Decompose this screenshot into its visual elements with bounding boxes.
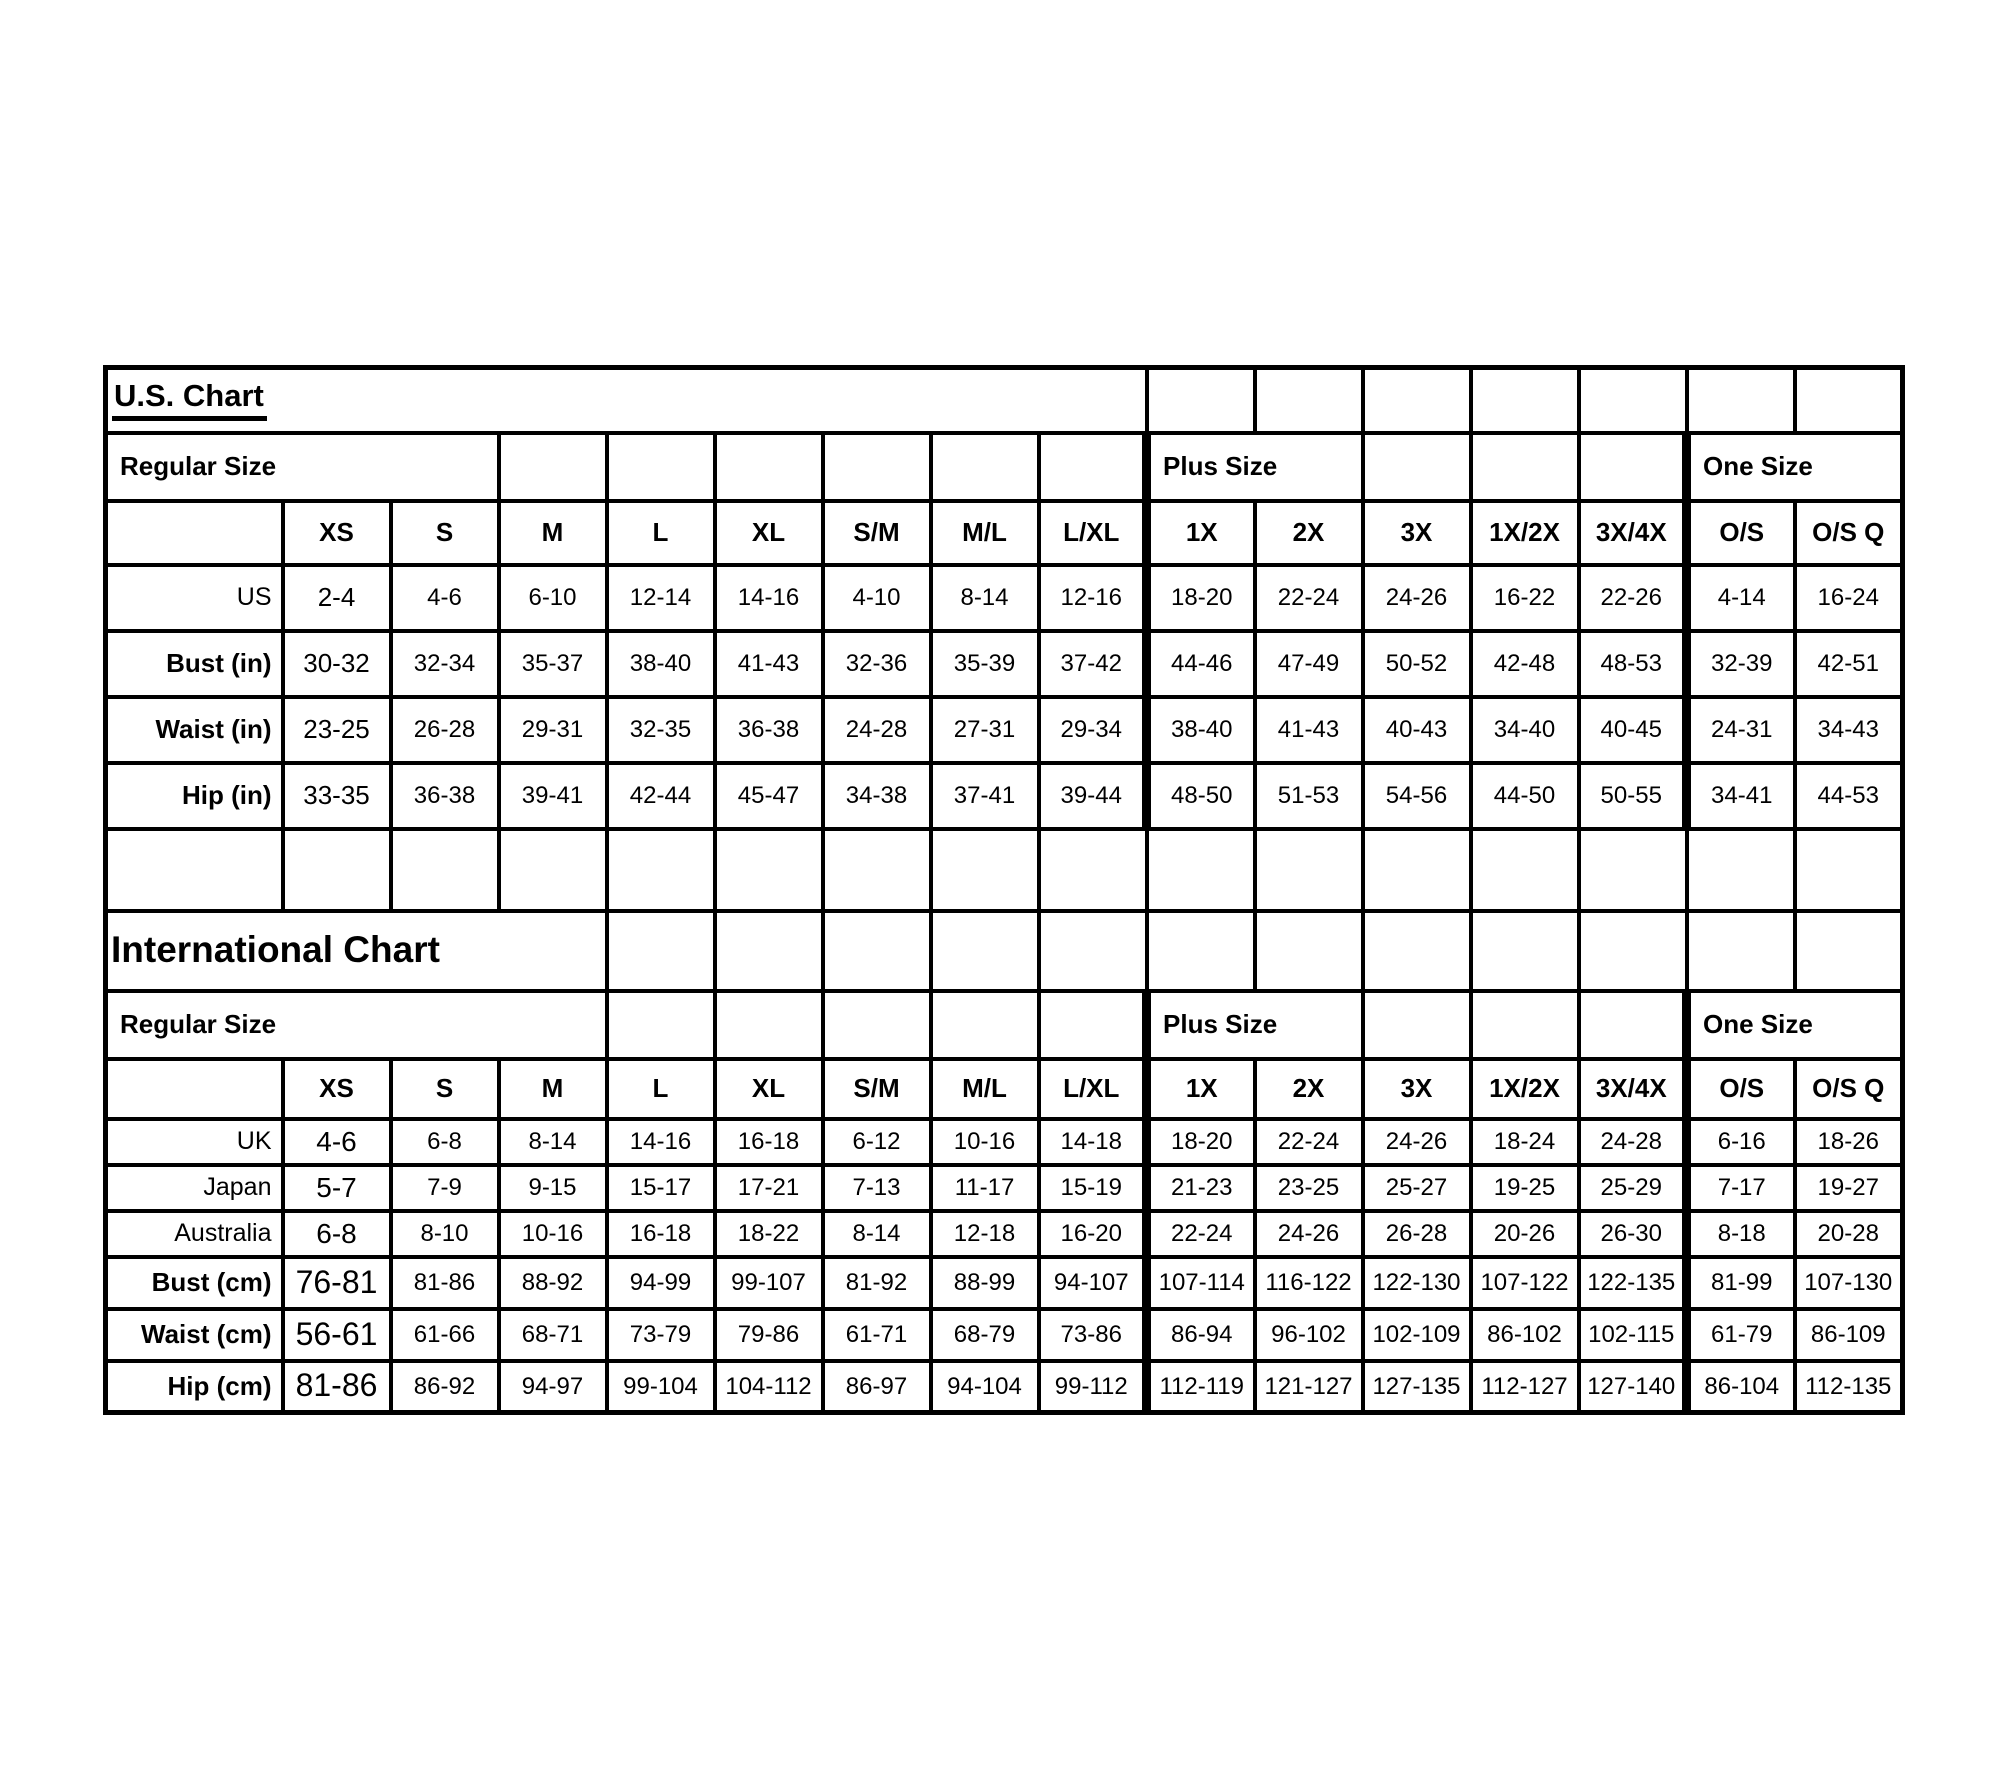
value-bust-in-l-xl: 37-42 xyxy=(1039,631,1147,697)
value-australia-l-xl: 16-20 xyxy=(1039,1211,1147,1257)
empty-cell xyxy=(1039,911,1147,991)
value-bust-cm-s: 81-86 xyxy=(391,1257,499,1309)
value-hip-in-m: 39-41 xyxy=(499,763,607,829)
col-header-o-s-q: O/S Q xyxy=(1795,1059,1903,1119)
us-chart-title-cell xyxy=(106,368,1147,433)
value-japan-xl: 17-21 xyxy=(715,1165,823,1211)
empty-cell xyxy=(499,433,607,501)
empty-cell xyxy=(1471,433,1579,501)
empty-cell xyxy=(1579,911,1687,991)
empty-cell xyxy=(823,433,931,501)
value-japan-2x: 23-25 xyxy=(1255,1165,1363,1211)
value-waist-in-o-s: 24-31 xyxy=(1687,697,1795,763)
col-header-3x: 3X xyxy=(1363,1059,1471,1119)
value-waist-in-1x: 38-40 xyxy=(1147,697,1255,763)
value-uk-1x: 18-20 xyxy=(1147,1119,1255,1165)
col-header-xl: XL xyxy=(715,501,823,565)
value-waist-cm-3x: 102-109 xyxy=(1363,1309,1471,1361)
value-bust-cm-o-s-q: 107-130 xyxy=(1795,1257,1903,1309)
value-japan-1x: 21-23 xyxy=(1147,1165,1255,1211)
empty-cell xyxy=(1795,911,1903,991)
value-hip-in-xs: 33-35 xyxy=(283,763,391,829)
value-uk-xs: 4-6 xyxy=(283,1119,391,1165)
empty-cell xyxy=(1363,433,1471,501)
us-one-size-label: One Size xyxy=(1687,433,1903,501)
value-us-xs: 2-4 xyxy=(283,565,391,631)
value-japan-l-xl: 15-19 xyxy=(1039,1165,1147,1211)
international-chart-row-hip-cm xyxy=(106,1361,1903,1413)
international-regular-size-label: Regular Size xyxy=(106,991,607,1059)
value-bust-cm-o-s: 81-99 xyxy=(1687,1257,1795,1309)
empty-cell xyxy=(715,829,823,911)
col-header-m-l: M/L xyxy=(931,1059,1039,1119)
value-bust-in-xs: 30-32 xyxy=(283,631,391,697)
international-size-group-row xyxy=(106,991,1903,1059)
value-waist-cm-2x: 96-102 xyxy=(1255,1309,1363,1361)
col-header-xs: XS xyxy=(283,501,391,565)
international-title-row xyxy=(106,911,1903,991)
value-japan-xs: 5-7 xyxy=(283,1165,391,1211)
row-label-bust-in: Bust (in) xyxy=(106,631,283,697)
col-header-xs: XS xyxy=(283,1059,391,1119)
value-japan-3x: 25-27 xyxy=(1363,1165,1471,1211)
col-header-3x: 3X xyxy=(1363,501,1471,565)
value-hip-in-l-xl: 39-44 xyxy=(1039,763,1147,829)
value-hip-in-2x: 51-53 xyxy=(1255,763,1363,829)
international-plus-size-label: Plus Size xyxy=(1147,991,1363,1059)
international-chart-header-row xyxy=(106,1059,1903,1119)
value-hip-cm-xs: 81-86 xyxy=(283,1361,391,1413)
value-us-s: 4-6 xyxy=(391,565,499,631)
value-us-1x-2x: 16-22 xyxy=(1471,565,1579,631)
col-header-l: L xyxy=(607,501,715,565)
value-bust-cm-m-l: 88-99 xyxy=(931,1257,1039,1309)
empty-cell xyxy=(1795,368,1903,433)
value-uk-3x-4x: 24-28 xyxy=(1579,1119,1687,1165)
empty-cell xyxy=(715,991,823,1059)
value-bust-cm-xl: 99-107 xyxy=(715,1257,823,1309)
empty-cell xyxy=(106,829,283,911)
row-label-uk: UK xyxy=(106,1119,283,1165)
value-hip-in-l: 42-44 xyxy=(607,763,715,829)
value-waist-in-o-s-q: 34-43 xyxy=(1795,697,1903,763)
value-uk-m: 8-14 xyxy=(499,1119,607,1165)
col-header-s-m: S/M xyxy=(823,501,931,565)
empty-cell xyxy=(1363,911,1471,991)
col-header-s: S xyxy=(391,501,499,565)
value-us-l-xl: 12-16 xyxy=(1039,565,1147,631)
value-hip-cm-3x-4x: 127-140 xyxy=(1579,1361,1687,1413)
empty-cell xyxy=(1255,911,1363,991)
value-australia-3x-4x: 26-30 xyxy=(1579,1211,1687,1257)
value-waist-in-2x: 41-43 xyxy=(1255,697,1363,763)
col-header-2x: 2X xyxy=(1255,501,1363,565)
value-hip-cm-o-s-q: 112-135 xyxy=(1795,1361,1903,1413)
value-japan-o-s-q: 19-27 xyxy=(1795,1165,1903,1211)
value-hip-in-1x-2x: 44-50 xyxy=(1471,763,1579,829)
value-australia-o-s-q: 20-28 xyxy=(1795,1211,1903,1257)
col-header-1x-2x: 1X/2X xyxy=(1471,1059,1579,1119)
value-bust-cm-m: 88-92 xyxy=(499,1257,607,1309)
col-header-m-l: M/L xyxy=(931,501,1039,565)
empty-cell xyxy=(1039,433,1147,501)
col-header-m: M xyxy=(499,1059,607,1119)
value-bust-in-xl: 41-43 xyxy=(715,631,823,697)
us-chart-row-hip-in xyxy=(106,763,1903,829)
us-size-group-row xyxy=(106,433,1903,501)
value-waist-cm-3x-4x: 102-115 xyxy=(1579,1309,1687,1361)
value-waist-cm-s: 61-66 xyxy=(391,1309,499,1361)
value-bust-in-o-s: 32-39 xyxy=(1687,631,1795,697)
value-bust-cm-3x-4x: 122-135 xyxy=(1579,1257,1687,1309)
value-waist-in-m: 29-31 xyxy=(499,697,607,763)
value-waist-cm-l: 73-79 xyxy=(607,1309,715,1361)
value-hip-in-m-l: 37-41 xyxy=(931,763,1039,829)
value-waist-cm-1x: 86-94 xyxy=(1147,1309,1255,1361)
value-waist-in-s: 26-28 xyxy=(391,697,499,763)
value-waist-cm-l-xl: 73-86 xyxy=(1039,1309,1147,1361)
empty-cell xyxy=(607,433,715,501)
value-bust-in-1x: 44-46 xyxy=(1147,631,1255,697)
empty-cell xyxy=(823,829,931,911)
value-waist-cm-o-s: 61-79 xyxy=(1687,1309,1795,1361)
value-hip-in-s: 36-38 xyxy=(391,763,499,829)
value-australia-1x: 22-24 xyxy=(1147,1211,1255,1257)
value-hip-cm-3x: 127-135 xyxy=(1363,1361,1471,1413)
empty-cell xyxy=(1363,368,1471,433)
empty-cell xyxy=(1471,911,1579,991)
value-australia-s-m: 8-14 xyxy=(823,1211,931,1257)
col-header-xl: XL xyxy=(715,1059,823,1119)
value-australia-m-l: 12-18 xyxy=(931,1211,1039,1257)
empty-cell xyxy=(391,829,499,911)
empty-cell xyxy=(715,911,823,991)
empty-cell xyxy=(823,991,931,1059)
value-bust-cm-s-m: 81-92 xyxy=(823,1257,931,1309)
col-header-1x: 1X xyxy=(1147,501,1255,565)
us-plus-size-label: Plus Size xyxy=(1147,433,1363,501)
international-chart-body xyxy=(106,1059,1903,1413)
value-bust-cm-3x: 122-130 xyxy=(1363,1257,1471,1309)
value-japan-1x-2x: 19-25 xyxy=(1471,1165,1579,1211)
value-hip-in-3x: 54-56 xyxy=(1363,763,1471,829)
value-hip-cm-m-l: 94-104 xyxy=(931,1361,1039,1413)
value-hip-in-xl: 45-47 xyxy=(715,763,823,829)
value-australia-3x: 26-28 xyxy=(1363,1211,1471,1257)
value-uk-1x-2x: 18-24 xyxy=(1471,1119,1579,1165)
empty-cell xyxy=(1687,368,1795,433)
value-uk-s: 6-8 xyxy=(391,1119,499,1165)
value-uk-o-s-q: 18-26 xyxy=(1795,1119,1903,1165)
value-bust-in-s-m: 32-36 xyxy=(823,631,931,697)
empty-cell xyxy=(607,829,715,911)
value-hip-cm-s: 86-92 xyxy=(391,1361,499,1413)
empty-cell xyxy=(1471,829,1579,911)
value-bust-in-3x-4x: 48-53 xyxy=(1579,631,1687,697)
us-chart-row-us xyxy=(106,565,1903,631)
value-bust-cm-2x: 116-122 xyxy=(1255,1257,1363,1309)
empty-cell xyxy=(931,433,1039,501)
row-label-hip-in: Hip (in) xyxy=(106,763,283,829)
empty-cell xyxy=(823,911,931,991)
us-chart-row-waist-in xyxy=(106,697,1903,763)
empty-cell xyxy=(1255,829,1363,911)
value-bust-in-3x: 50-52 xyxy=(1363,631,1471,697)
col-header-l-xl: L/XL xyxy=(1039,501,1147,565)
value-waist-cm-m-l: 68-79 xyxy=(931,1309,1039,1361)
value-us-o-s-q: 16-24 xyxy=(1795,565,1903,631)
value-uk-3x: 24-26 xyxy=(1363,1119,1471,1165)
value-waist-cm-o-s-q: 86-109 xyxy=(1795,1309,1903,1361)
value-hip-in-3x-4x: 50-55 xyxy=(1579,763,1687,829)
empty-cell xyxy=(931,829,1039,911)
empty-cell xyxy=(1579,368,1687,433)
col-header-1x: 1X xyxy=(1147,1059,1255,1119)
value-hip-cm-l: 99-104 xyxy=(607,1361,715,1413)
empty-cell xyxy=(1147,368,1255,433)
empty-cell xyxy=(715,433,823,501)
value-hip-cm-2x: 121-127 xyxy=(1255,1361,1363,1413)
value-australia-2x: 24-26 xyxy=(1255,1211,1363,1257)
value-us-3x-4x: 22-26 xyxy=(1579,565,1687,631)
international-chart-row-uk xyxy=(106,1119,1903,1165)
value-us-o-s: 4-14 xyxy=(1687,565,1795,631)
empty-cell xyxy=(607,911,715,991)
value-hip-cm-l-xl: 99-112 xyxy=(1039,1361,1147,1413)
international-chart-title-cell xyxy=(106,911,607,991)
us-chart-header-row xyxy=(106,501,1903,565)
row-label-waist-in: Waist (in) xyxy=(106,697,283,763)
value-hip-in-o-s: 34-41 xyxy=(1687,763,1795,829)
us-chart-top-section xyxy=(106,368,1903,501)
col-header-s-m: S/M xyxy=(823,1059,931,1119)
empty-cell xyxy=(499,829,607,911)
value-uk-o-s: 6-16 xyxy=(1687,1119,1795,1165)
value-waist-cm-1x-2x: 86-102 xyxy=(1471,1309,1579,1361)
empty-cell xyxy=(1147,829,1255,911)
value-waist-in-1x-2x: 34-40 xyxy=(1471,697,1579,763)
size-chart-table xyxy=(103,365,1905,1415)
value-bust-cm-1x-2x: 107-122 xyxy=(1471,1257,1579,1309)
us-chart-row-bust-in xyxy=(106,631,1903,697)
international-chart-title: International Chart xyxy=(111,929,440,971)
value-bust-cm-xs: 76-81 xyxy=(283,1257,391,1309)
empty-cell xyxy=(1687,829,1795,911)
empty-cell xyxy=(931,991,1039,1059)
value-us-1x: 18-20 xyxy=(1147,565,1255,631)
value-hip-cm-1x-2x: 112-127 xyxy=(1471,1361,1579,1413)
value-uk-xl: 16-18 xyxy=(715,1119,823,1165)
value-japan-m: 9-15 xyxy=(499,1165,607,1211)
empty-cell xyxy=(931,911,1039,991)
row-label-australia: Australia xyxy=(106,1211,283,1257)
value-us-l: 12-14 xyxy=(607,565,715,631)
international-one-size-label: One Size xyxy=(1687,991,1903,1059)
value-australia-l: 16-18 xyxy=(607,1211,715,1257)
empty-cell xyxy=(1039,991,1147,1059)
value-bust-in-o-s-q: 42-51 xyxy=(1795,631,1903,697)
value-hip-cm-m: 94-97 xyxy=(499,1361,607,1413)
value-australia-m: 10-16 xyxy=(499,1211,607,1257)
value-japan-m-l: 11-17 xyxy=(931,1165,1039,1211)
col-header-o-s: O/S xyxy=(1687,1059,1795,1119)
col-header-o-s: O/S xyxy=(1687,501,1795,565)
empty-cell xyxy=(1795,829,1903,911)
value-japan-l: 15-17 xyxy=(607,1165,715,1211)
value-bust-in-l: 38-40 xyxy=(607,631,715,697)
col-header-l-xl: L/XL xyxy=(1039,1059,1147,1119)
value-australia-s: 8-10 xyxy=(391,1211,499,1257)
value-bust-cm-l-xl: 94-107 xyxy=(1039,1257,1147,1309)
value-hip-in-o-s-q: 44-53 xyxy=(1795,763,1903,829)
us-regular-size-label: Regular Size xyxy=(106,433,499,501)
value-us-s-m: 4-10 xyxy=(823,565,931,631)
us-chart-title: U.S. Chart xyxy=(112,380,267,421)
empty-cell xyxy=(1255,368,1363,433)
spacer-row xyxy=(106,829,1903,911)
value-australia-o-s: 8-18 xyxy=(1687,1211,1795,1257)
row-label-waist-cm: Waist (cm) xyxy=(106,1309,283,1361)
value-hip-cm-o-s: 86-104 xyxy=(1687,1361,1795,1413)
empty-cell xyxy=(1687,911,1795,991)
value-us-xl: 14-16 xyxy=(715,565,823,631)
empty-cell xyxy=(1039,829,1147,911)
value-uk-m-l: 10-16 xyxy=(931,1119,1039,1165)
col-header-1x-2x: 1X/2X xyxy=(1471,501,1579,565)
empty-cell xyxy=(607,991,715,1059)
value-waist-cm-xs: 56-61 xyxy=(283,1309,391,1361)
international-chart-top-section xyxy=(106,911,1903,1059)
empty-cell xyxy=(1363,829,1471,911)
value-uk-l: 14-16 xyxy=(607,1119,715,1165)
empty-cell xyxy=(1147,911,1255,991)
empty-cell xyxy=(1579,991,1687,1059)
value-hip-cm-s-m: 86-97 xyxy=(823,1361,931,1413)
us-chart-body xyxy=(106,501,1903,829)
value-uk-l-xl: 14-18 xyxy=(1039,1119,1147,1165)
value-waist-in-s-m: 24-28 xyxy=(823,697,931,763)
us-title-row xyxy=(106,368,1903,433)
col-header-3x-4x: 3X/4X xyxy=(1579,1059,1687,1119)
value-waist-cm-xl: 79-86 xyxy=(715,1309,823,1361)
col-header-2x: 2X xyxy=(1255,1059,1363,1119)
empty-cell xyxy=(1579,433,1687,501)
col-header-s: S xyxy=(391,1059,499,1119)
value-australia-1x-2x: 20-26 xyxy=(1471,1211,1579,1257)
value-hip-cm-1x: 112-119 xyxy=(1147,1361,1255,1413)
value-us-m: 6-10 xyxy=(499,565,607,631)
value-waist-in-xl: 36-38 xyxy=(715,697,823,763)
value-waist-in-3x-4x: 40-45 xyxy=(1579,697,1687,763)
value-waist-in-m-l: 27-31 xyxy=(931,697,1039,763)
value-australia-xs: 6-8 xyxy=(283,1211,391,1257)
value-japan-o-s: 7-17 xyxy=(1687,1165,1795,1211)
row-label-us: US xyxy=(106,565,283,631)
spacer-section xyxy=(106,829,1903,911)
row-label-japan: Japan xyxy=(106,1165,283,1211)
value-us-m-l: 8-14 xyxy=(931,565,1039,631)
value-bust-cm-1x: 107-114 xyxy=(1147,1257,1255,1309)
value-hip-cm-xl: 104-112 xyxy=(715,1361,823,1413)
value-us-3x: 24-26 xyxy=(1363,565,1471,631)
value-uk-s-m: 6-12 xyxy=(823,1119,931,1165)
international-chart-row-japan xyxy=(106,1165,1903,1211)
international-chart-row-australia xyxy=(106,1211,1903,1257)
value-japan-s-m: 7-13 xyxy=(823,1165,931,1211)
value-bust-cm-l: 94-99 xyxy=(607,1257,715,1309)
value-japan-s: 7-9 xyxy=(391,1165,499,1211)
empty-cell xyxy=(106,501,283,565)
col-header-l: L xyxy=(607,1059,715,1119)
value-waist-cm-m: 68-71 xyxy=(499,1309,607,1361)
value-bust-in-2x: 47-49 xyxy=(1255,631,1363,697)
international-chart-row-bust-cm xyxy=(106,1257,1903,1309)
empty-cell xyxy=(106,1059,283,1119)
value-waist-cm-s-m: 61-71 xyxy=(823,1309,931,1361)
empty-cell xyxy=(1471,368,1579,433)
value-japan-3x-4x: 25-29 xyxy=(1579,1165,1687,1211)
value-us-2x: 22-24 xyxy=(1255,565,1363,631)
col-header-3x-4x: 3X/4X xyxy=(1579,501,1687,565)
col-header-o-s-q: O/S Q xyxy=(1795,501,1903,565)
value-hip-in-s-m: 34-38 xyxy=(823,763,931,829)
international-chart-row-waist-cm xyxy=(106,1309,1903,1361)
empty-cell xyxy=(1363,991,1471,1059)
empty-cell xyxy=(1579,829,1687,911)
value-hip-in-1x: 48-50 xyxy=(1147,763,1255,829)
col-header-m: M xyxy=(499,501,607,565)
value-bust-in-m: 35-37 xyxy=(499,631,607,697)
value-uk-2x: 22-24 xyxy=(1255,1119,1363,1165)
value-waist-in-l: 32-35 xyxy=(607,697,715,763)
value-waist-in-l-xl: 29-34 xyxy=(1039,697,1147,763)
value-bust-in-m-l: 35-39 xyxy=(931,631,1039,697)
row-label-bust-cm: Bust (cm) xyxy=(106,1257,283,1309)
value-australia-xl: 18-22 xyxy=(715,1211,823,1257)
value-bust-in-1x-2x: 42-48 xyxy=(1471,631,1579,697)
value-waist-in-xs: 23-25 xyxy=(283,697,391,763)
empty-cell xyxy=(283,829,391,911)
value-bust-in-s: 32-34 xyxy=(391,631,499,697)
row-label-hip-cm: Hip (cm) xyxy=(106,1361,283,1413)
value-waist-in-3x: 40-43 xyxy=(1363,697,1471,763)
empty-cell xyxy=(1471,991,1579,1059)
